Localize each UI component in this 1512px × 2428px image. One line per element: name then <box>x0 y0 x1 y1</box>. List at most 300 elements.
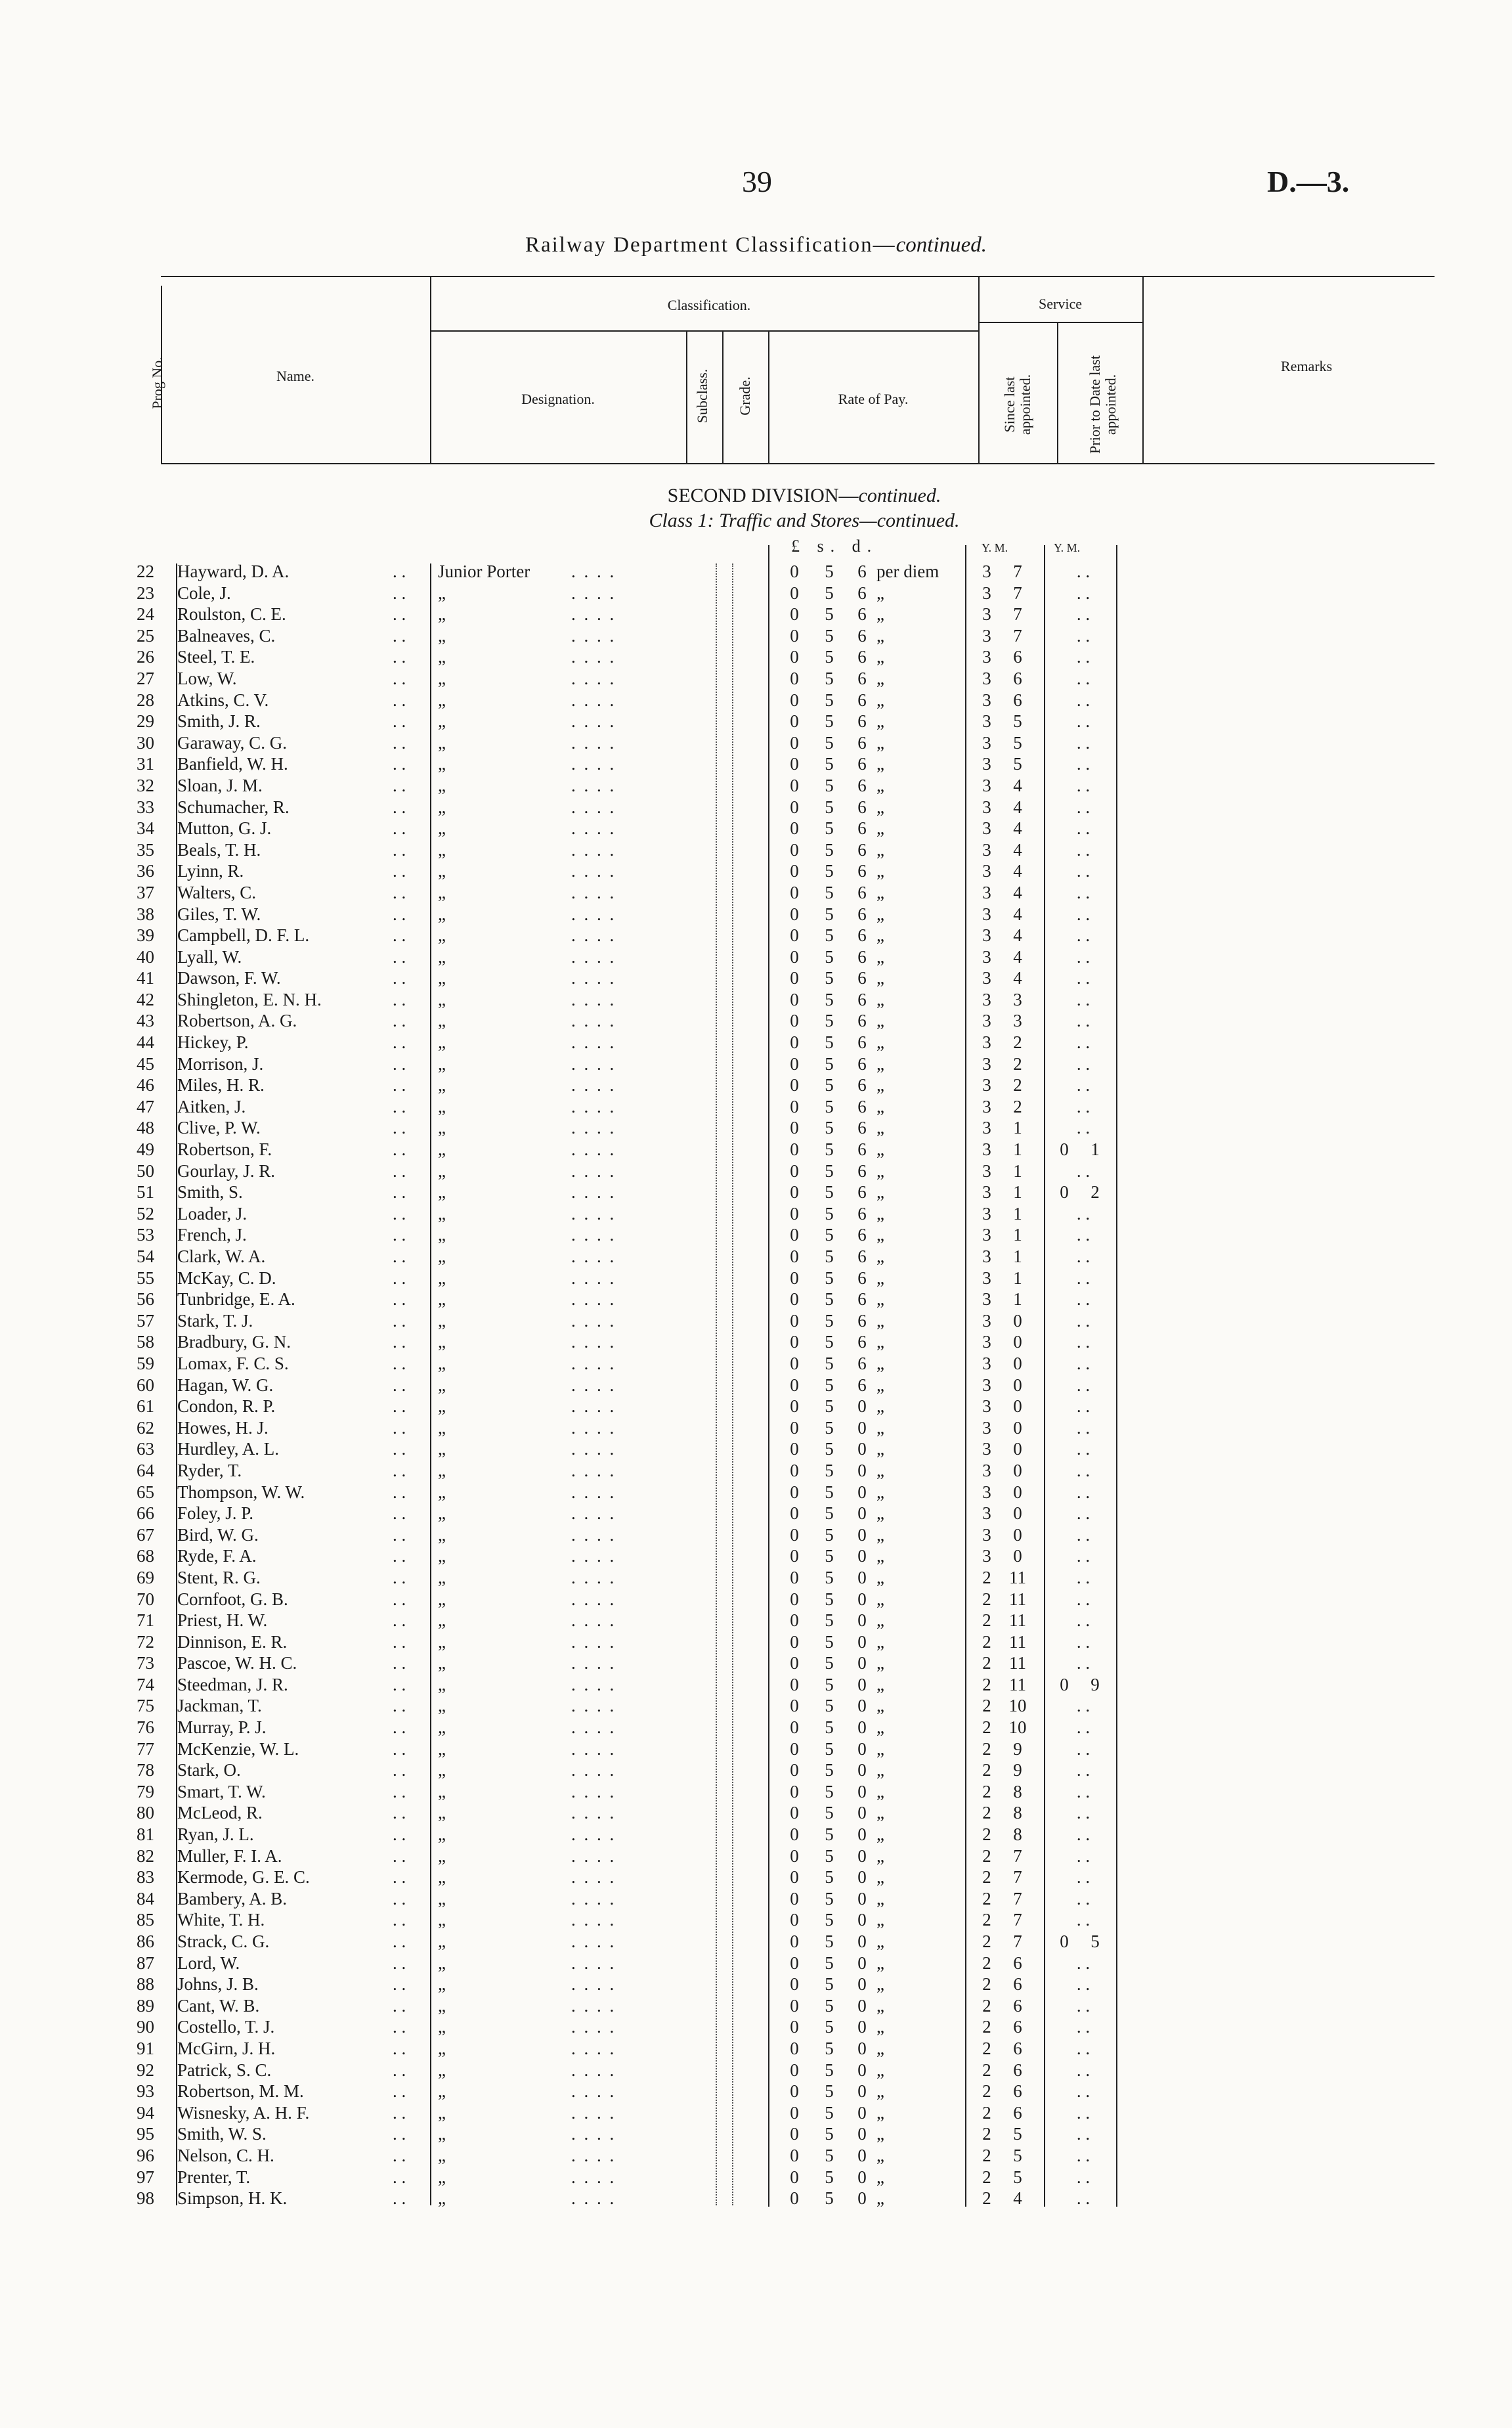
pay-pounds: 0 <box>790 625 799 646</box>
leader-dots: . . . . <box>571 1118 616 1138</box>
since-months: 0 <box>1013 1417 1022 1438</box>
pay-pence: 0 <box>857 1974 867 1995</box>
pay-shillings: 5 <box>825 1824 834 1845</box>
leader-dots: . . <box>1076 2188 1091 2209</box>
leader-dots: . . . . <box>571 1053 616 1074</box>
pay-pence: 6 <box>857 711 867 732</box>
leader-dots: . . . . <box>571 2188 616 2209</box>
table-row <box>0 2038 1512 2060</box>
pay-period: „ <box>876 583 884 603</box>
leader-dots: . . <box>1076 1203 1091 1224</box>
header-grade: Grade. <box>737 376 753 416</box>
leader-dots: . . <box>1076 861 1091 881</box>
leader-dots: . . . . <box>571 2124 616 2144</box>
designation: „ <box>438 732 446 753</box>
prog-no: 54 <box>137 1247 154 1266</box>
table-row <box>0 1888 1512 1910</box>
since-months: 11 <box>1009 1631 1026 1652</box>
prog-no: 40 <box>137 946 154 967</box>
table-row <box>0 1610 1512 1631</box>
since-months: 5 <box>1013 2124 1022 2144</box>
pay-pence: 0 <box>857 1803 867 1823</box>
leader-dots: . . . . <box>571 1375 616 1395</box>
pay-period: „ <box>876 1696 884 1716</box>
since-months: 7 <box>1013 1931 1022 1951</box>
leader-dots: . . . . <box>571 775 616 795</box>
designation: „ <box>438 1011 446 1031</box>
pay-pounds: 0 <box>790 1546 799 1566</box>
pay-period: „ <box>876 989 884 1009</box>
pay-pence: 6 <box>857 690 867 710</box>
leader-dots: . . <box>1076 1781 1091 1801</box>
pay-pounds: 0 <box>790 732 799 753</box>
pay-pence: 6 <box>857 925 867 946</box>
since-years: 3 <box>982 1203 991 1224</box>
pay-pounds: 0 <box>790 647 799 667</box>
pay-pence: 0 <box>857 1696 867 1716</box>
since-months: 6 <box>1013 1995 1022 2016</box>
pay-pence: 6 <box>857 1375 867 1395</box>
leader-dots: . . <box>393 754 406 774</box>
designation: „ <box>438 1953 446 1973</box>
pay-shillings: 5 <box>825 711 834 732</box>
pay-pence: 0 <box>857 1503 867 1524</box>
leader-dots: . . <box>1076 1310 1091 1331</box>
designation: „ <box>438 1160 446 1181</box>
header-classification: Classification. <box>667 297 751 313</box>
prog-no: 44 <box>137 1032 154 1053</box>
col-rule-name <box>430 276 431 463</box>
pay-pence: 0 <box>857 1546 867 1566</box>
leader-dots: . . <box>1076 1289 1091 1310</box>
pay-pence: 0 <box>857 2102 867 2123</box>
pay-period: „ <box>876 1053 884 1074</box>
name: Lyinn, R. <box>177 861 244 881</box>
since-years: 2 <box>982 2145 991 2165</box>
designation: „ <box>438 1674 446 1694</box>
leader-dots: . . <box>393 861 406 881</box>
table-row <box>0 753 1512 775</box>
name: Balneaves, C. <box>177 625 276 646</box>
leader-dots: . . <box>393 1910 406 1930</box>
since-years: 2 <box>982 1610 991 1631</box>
since-years: 3 <box>982 1460 991 1480</box>
pay-shillings: 5 <box>825 2102 834 2123</box>
table-row <box>0 860 1512 882</box>
table-row <box>0 1353 1512 1375</box>
leader-dots: . . <box>1076 1888 1091 1909</box>
pay-shillings: 5 <box>825 861 834 881</box>
leader-dots: . . <box>393 711 406 732</box>
since-years: 2 <box>982 1888 991 1909</box>
table-row <box>0 1909 1512 1931</box>
pay-pence: 6 <box>857 839 867 860</box>
pay-pence: 6 <box>857 1203 867 1224</box>
table-row <box>0 2167 1512 2188</box>
pay-period: „ <box>876 946 884 967</box>
designation: „ <box>438 968 446 988</box>
pay-shillings: 5 <box>825 2060 834 2080</box>
pay-shillings: 5 <box>825 1610 834 1631</box>
table-row <box>0 1074 1512 1096</box>
pay-pence: 6 <box>857 797 867 817</box>
name: Shingleton, E. N. H. <box>177 989 322 1009</box>
pay-pounds: 0 <box>790 2038 799 2058</box>
pay-period: „ <box>876 1439 884 1459</box>
pay-pounds: 0 <box>790 946 799 967</box>
pay-shillings: 5 <box>825 1867 834 1887</box>
header-rate-of-pay: Rate of Pay. <box>838 391 909 407</box>
pay-pounds: 0 <box>790 818 799 839</box>
leader-dots: . . <box>393 904 406 924</box>
designation: „ <box>438 861 446 881</box>
leader-dots: . . <box>393 668 406 688</box>
pay-pounds: 0 <box>790 583 799 603</box>
pay-pence: 0 <box>857 2081 867 2102</box>
leader-dots: . . . . <box>571 1931 616 1951</box>
pay-period: „ <box>876 1160 884 1181</box>
pay-shillings: 5 <box>825 1032 834 1053</box>
prog-no: 39 <box>137 925 154 946</box>
name: Costello, T. J. <box>177 2017 275 2037</box>
pay-pounds: 0 <box>790 839 799 860</box>
since-months: 4 <box>1013 882 1022 902</box>
pay-pence: 6 <box>857 1225 867 1245</box>
since-years: 3 <box>982 754 991 774</box>
table-row <box>0 1695 1512 1717</box>
since-years: 2 <box>982 1696 991 1716</box>
since-years: 3 <box>982 797 991 817</box>
pay-pounds: 0 <box>790 1139 799 1160</box>
pay-shillings: 5 <box>825 775 834 795</box>
designation: „ <box>438 1247 446 1266</box>
leader-dots: . . <box>1076 604 1091 625</box>
since-years: 2 <box>982 1738 991 1759</box>
leader-dots: . . <box>1076 1845 1091 1866</box>
name: Smith, J. R. <box>177 711 261 732</box>
designation: „ <box>438 2060 446 2080</box>
since-years: 2 <box>982 1717 991 1738</box>
prog-no: 87 <box>137 1953 154 1973</box>
leader-dots: . . <box>393 839 406 860</box>
since-months: 8 <box>1013 1824 1022 1845</box>
prog-no: 46 <box>137 1075 154 1095</box>
name: Hagan, W. G. <box>177 1375 274 1395</box>
pay-period: „ <box>876 1096 884 1116</box>
prog-no: 28 <box>137 690 154 710</box>
name: Strack, C. G. <box>177 1931 270 1951</box>
leader-dots: . . . . <box>571 1011 616 1031</box>
since-years: 3 <box>982 1247 991 1266</box>
pay-shillings: 5 <box>825 647 834 667</box>
name: Cant, W. B. <box>177 1995 260 2016</box>
leader-dots: . . . . <box>571 1096 616 1116</box>
leader-dots: . . <box>393 1032 406 1053</box>
leader-dots: . . . . <box>571 1974 616 1995</box>
leader-dots: . . <box>1076 732 1091 753</box>
pay-shillings: 5 <box>825 1053 834 1074</box>
pay-period: „ <box>876 2102 884 2123</box>
pay-shillings: 5 <box>825 1182 834 1203</box>
since-years: 2 <box>982 1803 991 1823</box>
since-months: 3 <box>1013 1011 1022 1031</box>
prog-no: 38 <box>137 904 154 924</box>
designation: „ <box>438 1696 446 1716</box>
name: Ryder, T. <box>177 1460 242 1480</box>
pay-shillings: 5 <box>825 1203 834 1224</box>
pay-pounds: 0 <box>790 1803 799 1823</box>
leader-dots: . . <box>393 818 406 839</box>
name: Smith, S. <box>177 1182 243 1203</box>
name: Stark, T. J. <box>177 1310 253 1331</box>
since-months: 1 <box>1013 1139 1022 1160</box>
pay-period: „ <box>876 1674 884 1694</box>
designation: „ <box>438 1268 446 1288</box>
table-row <box>0 1032 1512 1053</box>
since-months: 4 <box>1013 797 1022 817</box>
title-suffix: continued. <box>896 233 987 257</box>
leader-dots: . . <box>1076 1011 1091 1031</box>
prog-no: 77 <box>137 1738 154 1759</box>
since-months: 0 <box>1013 1375 1022 1395</box>
table-row <box>0 1396 1512 1417</box>
pay-period: „ <box>876 1289 884 1310</box>
table-row <box>0 1953 1512 1974</box>
name: Patrick, S. C. <box>177 2060 272 2080</box>
pay-pence: 6 <box>857 989 867 1009</box>
since-months: 2 <box>1013 1032 1022 1053</box>
designation: „ <box>438 583 446 603</box>
pay-pounds: 0 <box>790 2167 799 2187</box>
table-row <box>0 1824 1512 1845</box>
designation: „ <box>438 711 446 732</box>
name: Jackman, T. <box>177 1696 262 1716</box>
since-years: 3 <box>982 1160 991 1181</box>
pay-pence: 6 <box>857 1268 867 1288</box>
prog-no: 31 <box>137 754 154 774</box>
leader-dots: . . <box>1076 1696 1091 1716</box>
pay-pounds: 0 <box>790 1503 799 1524</box>
designation: „ <box>438 1332 446 1352</box>
since-years: 3 <box>982 946 991 967</box>
leader-dots: . . <box>393 1610 406 1631</box>
leader-dots: . . <box>393 1053 406 1074</box>
table-row <box>0 2016 1512 2038</box>
leader-dots: . . <box>393 1375 406 1395</box>
table-row <box>0 1117 1512 1139</box>
leader-dots: . . <box>393 1867 406 1887</box>
leader-dots: . . <box>393 1417 406 1438</box>
since-months: 11 <box>1009 1610 1026 1631</box>
pay-shillings: 5 <box>825 1589 834 1609</box>
leader-dots: . . <box>393 1524 406 1545</box>
since-months: 1 <box>1013 1268 1022 1288</box>
prog-no: 95 <box>137 2124 154 2144</box>
pay-pounds: 0 <box>790 1247 799 1266</box>
since-months: 5 <box>1013 754 1022 774</box>
pay-pence: 0 <box>857 1396 867 1417</box>
designation: „ <box>438 2081 446 2102</box>
pay-pounds: 0 <box>790 1717 799 1738</box>
name: Aitken, J. <box>177 1096 246 1116</box>
since-months: 5 <box>1013 732 1022 753</box>
pay-pounds: 0 <box>790 1032 799 1053</box>
col-rule-designation <box>686 330 687 463</box>
table-row <box>0 1224 1512 1246</box>
leader-dots: . . . . <box>571 1824 616 1845</box>
leader-dots: . . <box>1076 925 1091 946</box>
designation: „ <box>438 1610 446 1631</box>
pay-pence: 0 <box>857 1417 867 1438</box>
name: French, J. <box>177 1225 247 1245</box>
col-rule-since <box>1057 322 1058 463</box>
since-months: 6 <box>1013 2081 1022 2102</box>
prog-no: 86 <box>137 1931 154 1951</box>
leader-dots: . . <box>1076 711 1091 732</box>
designation: „ <box>438 882 446 902</box>
since-months: 6 <box>1013 1974 1022 1995</box>
since-months: 6 <box>1013 2060 1022 2080</box>
since-years: 3 <box>982 1439 991 1459</box>
since-months: 6 <box>1013 2038 1022 2058</box>
name: Gourlay, J. R. <box>177 1160 275 1181</box>
pay-shillings: 5 <box>825 2081 834 2102</box>
since-months: 1 <box>1013 1160 1022 1181</box>
since-months: 0 <box>1013 1396 1022 1417</box>
leader-dots: . . <box>393 583 406 603</box>
pay-pounds: 0 <box>790 690 799 710</box>
since-years: 3 <box>982 668 991 688</box>
pay-period: „ <box>876 1353 884 1373</box>
prog-no: 60 <box>137 1375 154 1395</box>
leader-dots: . . . . <box>571 1867 616 1887</box>
leader-dots: . . <box>393 882 406 902</box>
name: Thompson, W. W. <box>177 1482 305 1502</box>
pay-period: „ <box>876 1118 884 1138</box>
leader-dots: . . <box>1076 754 1091 774</box>
header-designation: Designation. <box>521 391 595 407</box>
designation: „ <box>438 2124 446 2144</box>
since-years: 3 <box>982 690 991 710</box>
table-row <box>0 1974 1512 1995</box>
since-years: 2 <box>982 2124 991 2144</box>
leader-dots: . . . . <box>571 1738 616 1759</box>
leader-dots: . . <box>1076 1396 1091 1417</box>
leader-dots: . . . . <box>571 839 616 860</box>
leader-dots: . . <box>1076 1460 1091 1480</box>
pay-shillings: 5 <box>825 1289 834 1310</box>
designation: „ <box>438 2145 446 2165</box>
leader-dots: . . <box>1076 797 1091 817</box>
leader-dots: . . <box>393 1332 406 1352</box>
pay-shillings: 5 <box>825 1781 834 1801</box>
pay-period: „ <box>876 1567 884 1587</box>
designation: „ <box>438 775 446 795</box>
designation: „ <box>438 1931 446 1951</box>
leader-dots: . . <box>393 1225 406 1245</box>
designation: „ <box>438 1910 446 1930</box>
prog-no: 76 <box>137 1717 154 1738</box>
pay-pounds: 0 <box>790 1824 799 1845</box>
since-months: 4 <box>1013 839 1022 860</box>
leader-dots: . . <box>393 1353 406 1373</box>
leader-dots: . . <box>1076 989 1091 1009</box>
name: Lyall, W. <box>177 946 242 967</box>
designation: „ <box>438 2038 446 2058</box>
col-rule-rate <box>978 276 980 463</box>
leader-dots: . . . . <box>571 625 616 646</box>
leader-dots: . . . . <box>571 1696 616 1716</box>
pay-pence: 6 <box>857 754 867 774</box>
pay-period: „ <box>876 1589 884 1609</box>
table-row <box>0 1417 1512 1439</box>
pay-period: „ <box>876 1631 884 1652</box>
prog-no: 30 <box>137 732 154 753</box>
pay-period: „ <box>876 2124 884 2144</box>
since-months: 6 <box>1013 668 1022 688</box>
name: McGirn, J. H. <box>177 2038 276 2058</box>
prog-no: 72 <box>137 1631 154 1652</box>
leader-dots: . . <box>393 2038 406 2058</box>
pay-pounds: 0 <box>790 1845 799 1866</box>
since-years: 2 <box>982 2167 991 2187</box>
leader-dots: . . <box>393 2188 406 2209</box>
leader-dots: . . <box>393 1439 406 1459</box>
leader-dots: . . <box>393 2060 406 2080</box>
pay-pounds: 0 <box>790 1888 799 1909</box>
leader-dots: . . <box>1076 1075 1091 1095</box>
designation: „ <box>438 604 446 625</box>
pay-pounds: 0 <box>790 562 799 581</box>
name: Schumacher, R. <box>177 797 290 817</box>
pay-pence: 6 <box>857 968 867 988</box>
leader-dots: . . . . <box>571 2145 616 2165</box>
pay-shillings: 5 <box>825 1460 834 1480</box>
prog-no: 73 <box>137 1653 154 1673</box>
pay-pence: 0 <box>857 2017 867 2037</box>
leader-dots: . . <box>1076 1631 1091 1652</box>
pay-shillings: 5 <box>825 2167 834 2187</box>
pay-period: „ <box>876 1953 884 1973</box>
since-months: 6 <box>1013 2017 1022 2037</box>
pay-pence: 6 <box>857 604 867 625</box>
since-months: 9 <box>1013 1738 1022 1759</box>
since-years: 3 <box>982 711 991 732</box>
units-lsd: £ s. d. <box>791 537 878 556</box>
leader-dots: . . <box>1076 1225 1091 1245</box>
pay-pence: 6 <box>857 882 867 902</box>
prog-no: 62 <box>137 1417 154 1438</box>
table-row <box>0 1545 1512 1567</box>
pay-pence: 0 <box>857 1610 867 1631</box>
leader-dots: . . <box>1076 1439 1091 1459</box>
leader-dots: . . <box>393 2167 406 2187</box>
leader-dots: . . . . <box>571 583 616 603</box>
designation: „ <box>438 1760 446 1780</box>
designation: „ <box>438 1503 446 1524</box>
table-row <box>0 1717 1512 1738</box>
since-years: 2 <box>982 2017 991 2037</box>
leader-dots: . . <box>1076 1524 1091 1545</box>
leader-dots: . . <box>1076 1247 1091 1266</box>
table-row <box>0 989 1512 1011</box>
leader-dots: . . <box>1076 1589 1091 1609</box>
leader-dots: . . . . <box>571 904 616 924</box>
pay-shillings: 5 <box>825 839 834 860</box>
pay-pence: 6 <box>857 1075 867 1095</box>
leader-dots: . . . . <box>571 818 616 839</box>
leader-dots: . . <box>393 1546 406 1566</box>
